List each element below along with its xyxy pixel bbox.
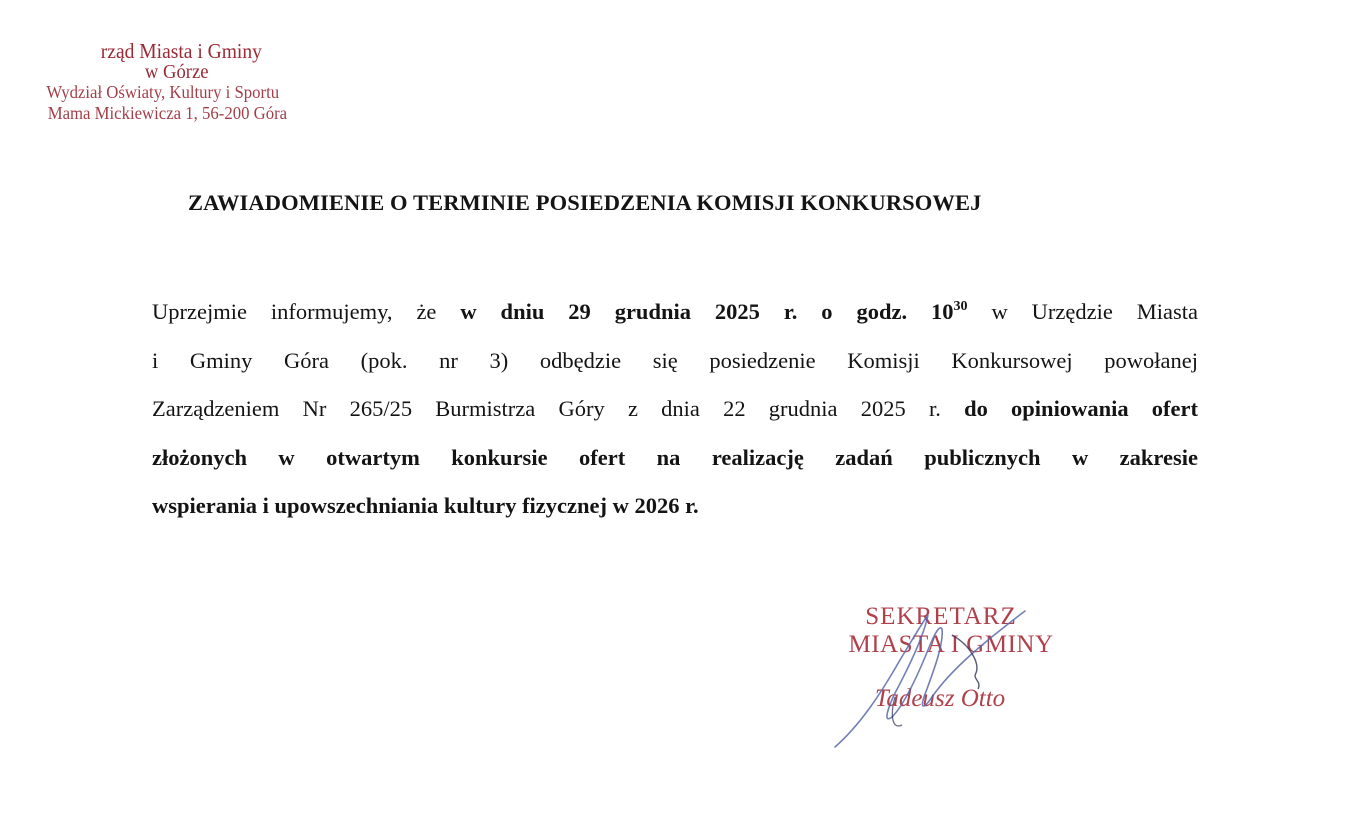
line1-location: w Urzędzie Miasta [991,299,1199,324]
notice-paragraph [152,288,1198,531]
paragraph-line-4 [152,434,1198,483]
office-stamp-header [0,40,307,124]
office-stamp-line-1: rząd Miasta i Gminy [100,39,262,63]
line1-intro: Uprzejmie informujemy, że [152,299,437,324]
office-stamp-line-4: Mama Mickiewicza 1, 56-200 Góra [47,103,288,123]
document-title: ZAWIADOMIENIE O TERMINIE POSIEDZENIA KOMISJI KONKURSOWEJ [188,190,982,215]
purpose-middle: złożonych w otwartym konkursie ofert na realizację zadań publicznych w zakresie [152,444,1198,470]
paragraph-line-3 [152,385,1198,434]
purpose-end: wspierania i upowszechniania kultury fizycznej w 2026 r. [152,493,699,518]
secretary-stamp-title-2: MIASTA I GMINY [848,631,1054,658]
paragraph-line-5 [152,482,1198,531]
meeting-time-minutes: 30 [953,299,968,314]
office-stamp-line-3: Wydział Oświaty, Kultury i Sportu [46,82,280,102]
meeting-date-time: w dniu 29 grudnia 2025 r. o godz. 10 [460,299,954,324]
handwritten-signature [820,605,1050,755]
paragraph-line-1 [152,288,1198,337]
secretary-name: Tadeusz Otto [874,685,1006,712]
office-stamp-line-2: w Górze [144,61,209,83]
paragraph-line-2: i Gminy Góra (pok. nr 3) odbędzie się posiedzenie Komisji Konkursowej powołanej [152,347,1198,373]
purpose-start: do opiniowania ofert [964,396,1199,421]
secretary-stamp-title-1: SEKRETARZ [865,603,1017,630]
ordinance-reference: Zarządzeniem Nr 265/25 Burmistrza Góry z dnia 22 grudnia 2025 r. [152,396,941,421]
